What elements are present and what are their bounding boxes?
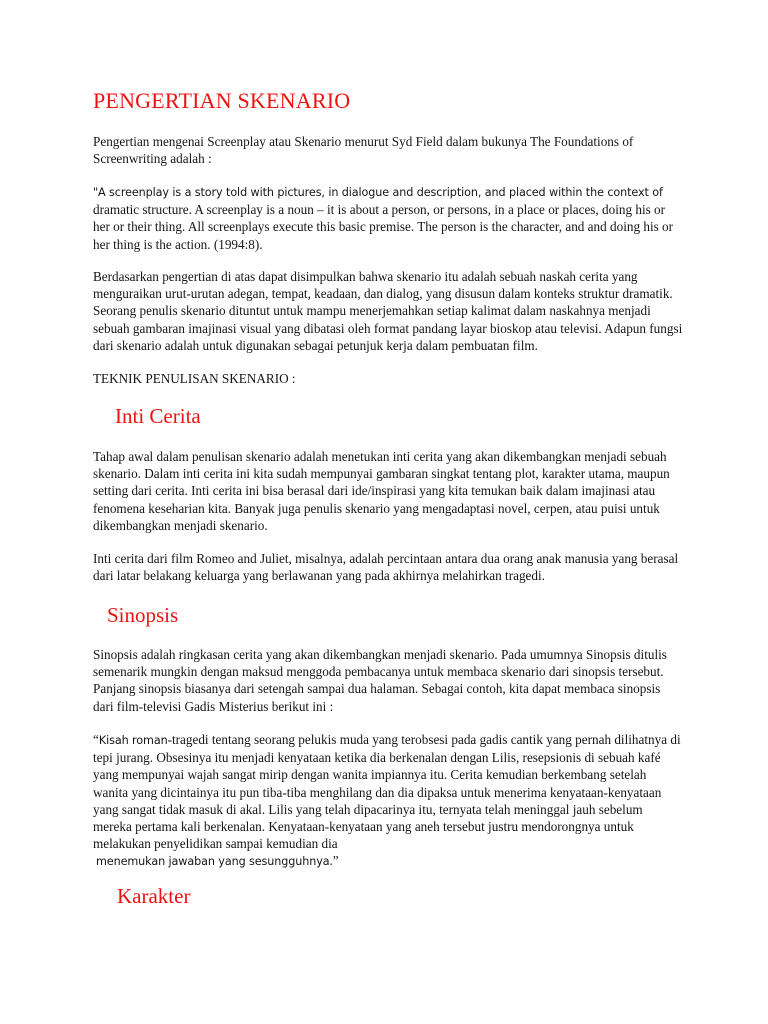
inti-cerita-paragraph-1: Tahap awal dalam penulisan skenario adalah menetukan inti cerita yang akan dikembangkan menjadi sebuah skenario. Dalam inti cerita ini kita sudah mempunyai gambaran singkat tentang plot, karakter utama, maupun setting dari cerita. Inti cerita ini bisa berasal dari ide/inspirasi yang kita temukan baik dalam imajinasi atau fenomena keseharian kita. Banyak juga penulis skenario yang mengadaptasi novel, cerpen, atau puisi untuk dikembangkan menjadi skenario. [93, 449, 670, 533]
sinopsis-paragraph-1: Sinopsis adalah ringkasan cerita yang akan dikembangkan menjadi skenario. Pada umumnya Sinopsis ditulis semenarik mungkin dengan maksud menggoda pembacanya untuk membaca skenario dari sinopsis tersebut. Panjang sinopsis biasanya dari setengah sampai dua halaman. Sebagai contoh, kita dapat membaca sinopsis dari film-televisi Gadis Misterius berikut ini : [93, 647, 667, 714]
quote-first-line: "A screenplay is a story told with pictures, in dialogue and description, and placed within the context of [93, 186, 663, 199]
quote-open-mark: “ [93, 732, 99, 747]
quote-remainder: dramatic structure. A screenplay is a noun – it is about a person, or persons, in a place or places, doing his or her or their thing. All screenplays execute this basic premise. The person is the character, and and doing his or her thing is the action. (1994:8). [93, 202, 674, 252]
inti-cerita-paragraph-2: Inti cerita dari film Romeo and Juliet, misalnya, adalah percintaan antara dua orang anak manusia yang berasal dari latar belakang keluarga yang berlawanan yang pada akhirnya melahirkan tragedi. [93, 551, 679, 584]
conclusion-paragraph: Berdasarkan pengertian di atas dapat disimpulkan bahwa skenario itu adalah sebuah naskah cerita yang menguraikan urut-urutan adegan, tempat, keadaan, dan dialog, yang disusun dalam konteks struktur dramatik. Seorang penulis skenario dituntut untuk mampu menerjemahkan setiap kalimat dalam naskahnya menjadi sebuah gambaran imajinasi visual yang dibatasi oleh format pandang layar bioskop atau televisi. Adapun fungsi dari skenario adalah untuk digunakan sebagai petunjuk kerja dalam pembuatan film. [93, 269, 683, 353]
heading-sinopsis: Sinopsis [107, 603, 179, 627]
intro-paragraph: Pengertian mengenai Screenplay atau Skenario menurut Syd Field dalam bukunya The Foundations of Screenwriting adalah : [93, 134, 634, 167]
quote-close-mark: .” [329, 853, 339, 869]
syd-field-quote [93, 183, 683, 253]
heading-karakter: Karakter [117, 884, 191, 908]
quote-ending: menemukan jawaban yang sesungguhnya [96, 855, 330, 869]
heading-inti-cerita: Inti Cerita [115, 404, 201, 428]
technique-label: TEKNIK PENULISAN SKENARIO : [93, 371, 296, 386]
quote-body: -tragedi tentang seorang pelukis muda yang terobsesi pada gadis cantik yang pernah dilihatnya di tepi jurang. Obsesinya itu menjadi kenyataan ketika dia berkenalan dengan Lilis, resepsionis di sebuah kafé yang mempunyai wajah sangat mirip dengan wanita impiannya itu. Cerita kemudian berkembang setelah wanita yang dicintainya itu pun tiba-tiba menghilang dan dia dipaksa untuk menerima kenyataan-kenyataan yang sangat tidak masuk di akal. Lilis yang telah dipacarinya itu, ternyata telah meninggal jauh sebelum mereka pertama kali berkenalan. Kenyataan-kenyataan yang aneh tersebut justru mendorongnya untuk melakukan penyelidikan sampai kemudian dia [93, 732, 681, 852]
page-title: PENGERTIAN SKENARIO [93, 88, 351, 113]
sinopsis-quote-paragraph [93, 731, 683, 871]
quote-kisah-roman: Kisah roman [98, 734, 168, 747]
